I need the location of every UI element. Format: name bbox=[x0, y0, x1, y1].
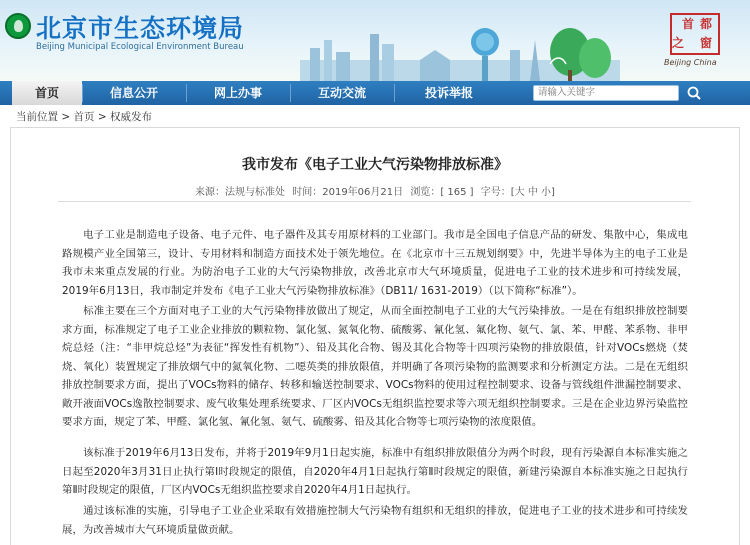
article-paragraph: 通过该标准的实施，引导电子工业企业采取有效措施控制大气污染物有组织和无组织的排放，促进电子工业的技术进步和可持续发展，为改善城市大气环境质量做贡献。 bbox=[62, 505, 688, 536]
bureau-emblem-icon[interactable] bbox=[5, 13, 31, 39]
breadcrumb-separator: > bbox=[61, 111, 71, 123]
capital-window-logo[interactable] bbox=[650, 5, 732, 71]
breadcrumb bbox=[16, 109, 152, 124]
city-skyline-illustration bbox=[300, 20, 620, 81]
city-logo-char: 之 bbox=[672, 36, 685, 50]
breadcrumb-item-home[interactable]: 首页 bbox=[73, 111, 95, 123]
city-logo-char: 首 bbox=[682, 17, 695, 31]
font-size-switch[interactable]: 字号：[大 中 小] bbox=[480, 187, 555, 198]
city-logo-caption: Beijing China bbox=[664, 58, 717, 67]
search-input[interactable]: 请输入关键字 bbox=[533, 85, 679, 101]
breadcrumb-separator: > bbox=[97, 111, 107, 123]
site-subtitle: Beijing Municipal Ecological Environment Bureau bbox=[36, 42, 244, 52]
breadcrumb-prefix: 当前位置 bbox=[16, 111, 58, 123]
article-meta bbox=[0, 183, 750, 198]
article-views: 浏览：[ 165 ] bbox=[410, 187, 474, 198]
nav-item-interaction[interactable]: 互动交流 bbox=[317, 86, 366, 100]
article-paragraph: 该标准于2019年6月13日发布，并将于2019年9月1日起实施，标准中有组织排放限值分为两个时段，现有污染源自本标准实施之日起至2020年3月31日止执行第Ⅰ时段规定的限值，自2020年4月1日起执行第Ⅱ时段规定的限值，新建污染源自本标准实施之日起执行第Ⅱ时段规定的限值，厂区内VOCs无组织监控要求自2020年4月1日起执行。 bbox=[62, 447, 688, 496]
city-logo-char: 窗 bbox=[700, 36, 713, 50]
main-nav bbox=[0, 81, 750, 105]
nav-item-online-services[interactable]: 网上办事 bbox=[213, 86, 262, 100]
city-logo-char: 都 bbox=[700, 17, 713, 31]
header-banner bbox=[0, 0, 750, 81]
nav-item-complaints[interactable]: 投诉举报 bbox=[424, 86, 473, 100]
article-date: 时间：2019年06月21日 bbox=[292, 187, 404, 198]
search-icon[interactable] bbox=[686, 85, 702, 101]
article-title: 我市发布《电子工业大气污染物排放标准》 bbox=[242, 157, 508, 173]
breadcrumb-item-releases[interactable]: 权威发布 bbox=[110, 111, 152, 123]
nav-item-info-disclosure[interactable]: 信息公开 bbox=[109, 86, 158, 100]
article-paragraph: 电子工业是制造电子设备、电子元件、电子器件及其专用原材料的工业部门。我市是全国电子信息产品的研发、集散中心，集成电路规模产业全国第三，设计、专用材料和制造方面技术处于领先地位。在《北京市十三五规划纲要》中，先进半导体为主的电子工业是我市未来重点发展的行业。为防治电子工业的大气污染物排放，改善北京市大气环境质量，促进电子工业的技术进步和可持续发展，2019年6月13日，我市制定并发布《电子工业大气污染物排放标准》（DB11/ 1631-2019）（以下简称“标准”）。 bbox=[62, 229, 688, 297]
article-source: 来源：法规与标准处 bbox=[195, 187, 286, 198]
article-paragraph: 标准主要在三个方面对电子工业的大气污染物排放做出了规定，从而全面控制电子工业的大气污染排放。一是在有组织排放控制要求方面，标准规定了电子工业企业排放的颗粒物、氯化氢、氮氧化物、硫酸雾、氰化氢、氟化物、氨气、氯、苯、甲醛、苯系物、非甲烷总烃（注：“非甲烷总烃”为表征“挥发性有机物”）、铅及其化合物、锡及其化合物等十四项污染物的排放限值，针对VOCs燃烧（焚烧、氧化）装置规定了排放烟气中的氮氧化物、二噁英类的排放限值，并明确了各项污染物的监测要求和分析测定方法。二是在无组织排放控制要求方面，提出了VOCs物料的储存、转移和输送控制要求、VOCs物料的使用过程控制要求、设备与管线组件泄漏控制要求、敞开液面VOCs逸散控制要求、废气收集处理系统要求、厂区内VOCs无组织监控要求等六项无组织控制要求。三是在企业边界污染监控要求方面，规定了苯、甲醛、氯化氢、氰化氢、氨气、硫酸雾、铅及其化合物等七项污染物的浓度限值。 bbox=[62, 305, 688, 428]
meta-divider bbox=[58, 201, 691, 202]
site-title[interactable]: 北京市生态环境局 bbox=[36, 14, 245, 43]
nav-item-home[interactable]: 首页 bbox=[12, 81, 82, 105]
